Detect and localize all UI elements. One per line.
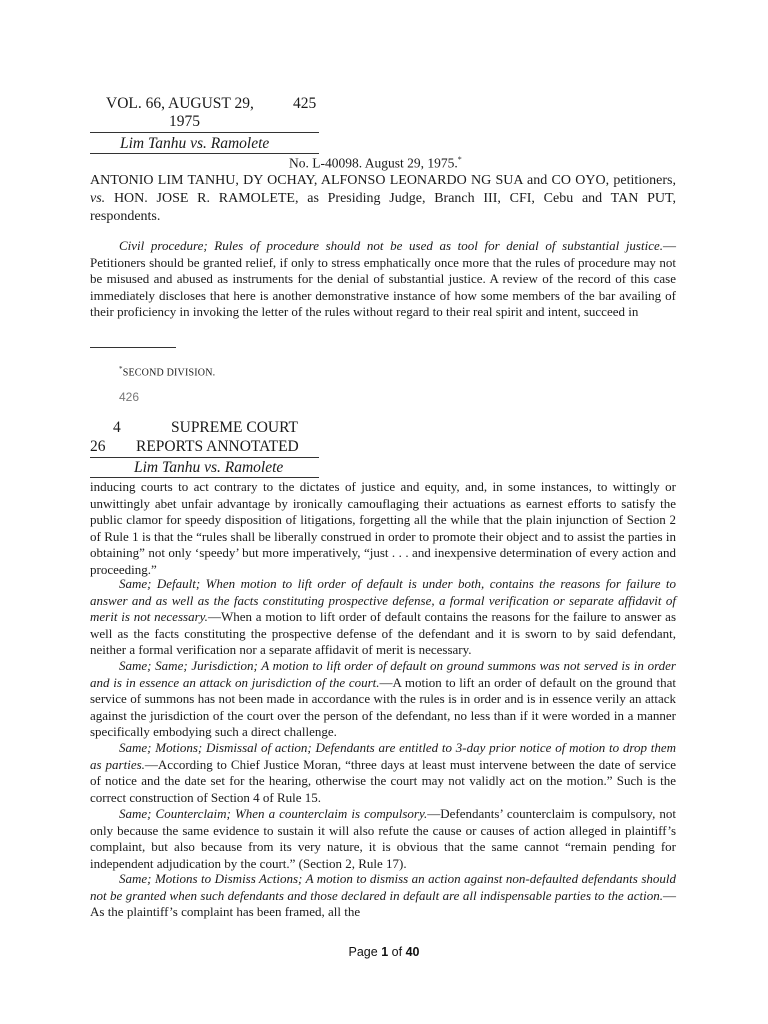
- syllabus-body: —When a motion to lift order of default contains the reasons for the failure to answer as well as the facts constituting the prospective defense of the defendant and it is sworn to by said defendant, neither a formal verification nor a separate affidavit of merit is necessary.: [90, 609, 677, 658]
- syllabus-body: —Petitioners should be granted relief, if only to stress emphatically once more that the rules of procedure may not be misused and abused as instruments for the denial of substantial justice. A review of the record of this case immediately discloses that here is another demonstrative instance of how some members of the bar availing of their proficiency in invoking the letter of the rules without regard to their real spirit and intent, succeed in: [90, 238, 676, 320]
- syllabus-body: —Defendants’ counterclaim is compulsory, not only because the same evidence to sustain it will also refute the cause or causes of action alleged in plaintiff’s complaint, but also because from its very nature, it is obvious that the same cannot “remain pending for independent adjudication by the court.” (Section 2, Rule 17).: [90, 806, 676, 871]
- case-number: [289, 155, 462, 172]
- syllabus-lead: Same; Counterclaim; When a counterclaim is compulsory.: [119, 806, 428, 821]
- header-court: SUPREME COURT: [171, 419, 298, 436]
- syllabus-paragraph-dismiss: [90, 871, 676, 921]
- running-title-rule: [90, 153, 319, 154]
- syllabus-body: —A motion to lift an order of default on the ground that service of summons has not been made in accordance with the rules is in order and is in essence verily an attack against the jurisdiction of the court over the person of the defendant, no less than if it were worded in a manner specifically embodying such a direct challenge.: [90, 674, 676, 740]
- current-page: 1: [381, 945, 389, 959]
- syllabus-body: —As the plaintiff’s complaint has been framed, all the: [90, 887, 676, 920]
- header-page-number-bottom: 26: [90, 438, 106, 455]
- header-rule: [90, 132, 319, 133]
- body-paragraph-continued: inducing courts to act contrary to the dictates of justice and equity, and, in some instances, to wittingly or unwittingly abet unfair advantage by ironically camouflaging their actuations as earnest efforts to satisfy the public clamor for speedy disposition of litigations, forgetting all the while that the plain injunction of Section 2 of Rule 1 is that the “rules shall be liberally construed in order to promote their object and to assist the parties in obtaining” not only ‘speedy’ but more imperatively, “just . . . and inexpensive determination of every action and proceeding.”: [90, 479, 676, 577]
- syllabus-paragraph: [90, 238, 676, 321]
- syllabus-paragraph-motions: [90, 740, 676, 806]
- footnote-marker: *: [119, 365, 123, 373]
- footnote-rule: [90, 347, 176, 348]
- syllabus-lead: Same; Default; When motion to lift order of default is under both, contains the reasons for failure to answer and as well as the facts constituting prospective defense, a formal verification or separate affidavit of merit is not necessary.: [90, 576, 676, 625]
- parties-respondents: HON. JOSE R. RAMOLETE, as Presiding Judge, Branch III, CFI, Cebu and TAN PUT, respondents.: [90, 191, 676, 224]
- syllabus-lead: Civil procedure; Rules of procedure should not be used as tool for denial of substantial justice.: [119, 238, 663, 253]
- running-title-2: Lim Tanhu vs. Ramolete: [134, 459, 284, 476]
- syllabus-body: —According to Chief Justice Moran, “three days at least must intervene between the date of service of notice and the date set for the hearing, otherwise the court may not validly act on the motion.” Such is the correct construction of Section 4 of Rule 15.: [90, 756, 676, 805]
- syllabus-paragraph-counterclaim: [90, 806, 676, 872]
- of-word: of: [391, 945, 403, 959]
- header-page-number-top: 4: [113, 419, 121, 436]
- header-volume: VOL. 66, AUGUST 29,: [106, 95, 254, 112]
- header-year: 1975: [169, 113, 200, 130]
- syllabus-lead: Same; Motions; Dismissal of action; Defendants are entitled to 3-day prior notice of motion to drop them as parties.: [90, 740, 676, 772]
- page-indicator: [0, 945, 768, 959]
- page-word: Page: [348, 945, 378, 959]
- footnote-text: SECOND DIVISION.: [122, 367, 216, 379]
- total-pages: 40: [405, 945, 420, 959]
- footnote: [119, 365, 215, 378]
- header-reports: REPORTS ANNOTATED: [136, 438, 299, 455]
- page-marker: 426: [119, 390, 140, 404]
- parties: [90, 172, 676, 226]
- syllabus-lead: Same; Motions to Dismiss Actions; A motion to dismiss an action against non-defaulted defendants should not be granted when such defendants and those declared in default are all indispensable parties to the action.: [90, 871, 676, 903]
- header-rule-2: [90, 457, 319, 458]
- syllabus-paragraph-jurisdiction: [90, 658, 676, 741]
- header-page-number: 425: [293, 95, 317, 112]
- running-title-rule-2: [90, 477, 319, 478]
- case-number-footnote-marker[interactable]: *: [457, 155, 462, 164]
- running-title: Lim Tanhu vs. Ramolete: [120, 135, 270, 152]
- parties-vs: vs.: [90, 191, 106, 206]
- syllabus-paragraph-default: [90, 576, 676, 659]
- case-number-text: No. L-40098. August 29, 1975.: [289, 155, 458, 171]
- syllabus-lead: Same; Same; Jurisdiction; A motion to lift order of default on ground summons was not served is in order and is in essence an attack on jurisdiction of the court.: [90, 658, 676, 690]
- parties-petitioners: ANTONIO LIM TANHU, DY OCHAY, ALFONSO LEONARDO NG SUA and CO OYO, petitioners,: [90, 173, 676, 188]
